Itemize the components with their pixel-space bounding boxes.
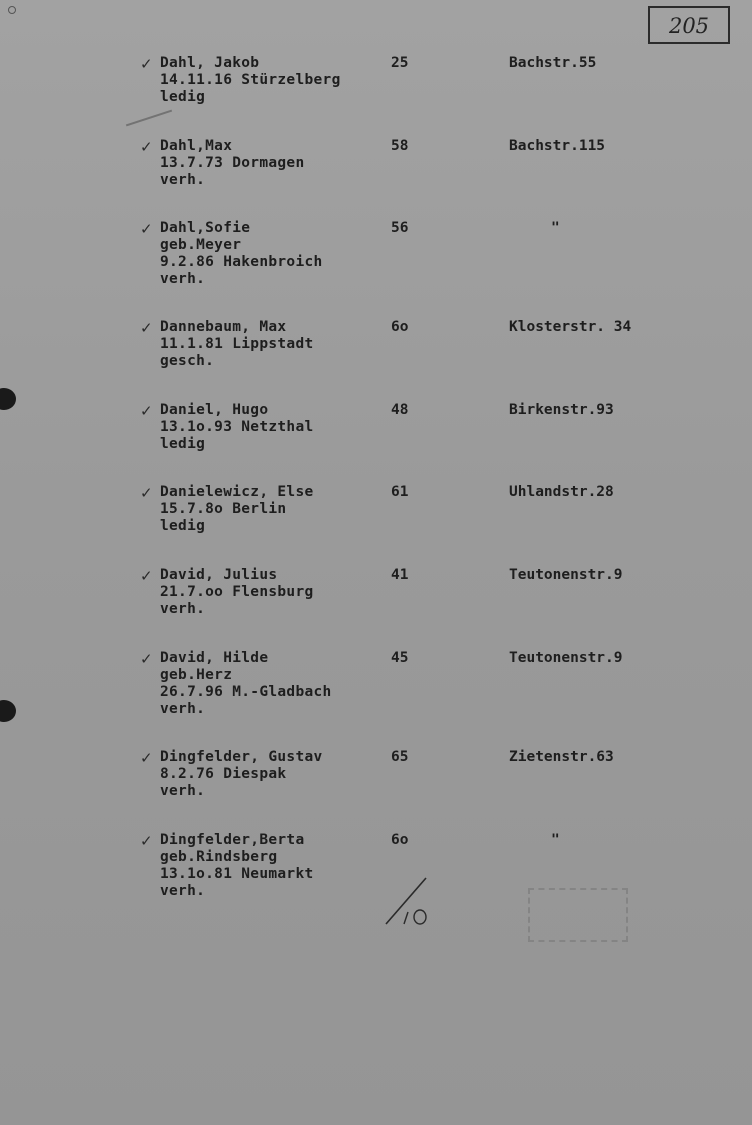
person-address: Teutonenstr.9: [509, 567, 623, 583]
person-details: [160, 650, 332, 718]
person-name: Dingfelder, Gustav: [160, 749, 323, 765]
person-age: 61: [391, 484, 409, 500]
person-line-2: 14.11.16 Stürzelberg: [160, 72, 341, 88]
check-mark-icon: ✓: [140, 138, 153, 156]
person-details: [160, 749, 323, 800]
person-name: Dannebaum, Max: [160, 319, 287, 335]
check-mark-icon: ✓: [140, 55, 153, 73]
person-name: Dingfelder,Berta: [160, 832, 305, 848]
person-line-3: verh.: [160, 172, 206, 188]
person-age: 48: [391, 402, 409, 418]
person-line-3: ledig: [160, 89, 206, 105]
check-mark-icon: ✓: [140, 832, 153, 850]
person-age: 56: [391, 220, 409, 236]
check-mark-icon: ✓: [140, 220, 153, 238]
person-age: 6o: [391, 319, 409, 335]
person-line-2: geb.Herz: [160, 667, 233, 683]
person-address: Birkenstr.93: [509, 402, 614, 418]
person-address: Zietenstr.63: [509, 749, 614, 765]
bleed-through-text: [410, 20, 478, 48]
check-mark-icon: ✓: [140, 567, 153, 585]
person-age: 25: [391, 55, 409, 71]
page-number-box: 205: [648, 6, 730, 44]
bleed-through-text: [420, 560, 488, 588]
person-address: Uhlandstr.28: [509, 484, 614, 500]
check-mark-icon: ✓: [140, 749, 153, 767]
person-line-4: verh.: [160, 271, 206, 287]
person-address: Teutonenstr.9: [509, 650, 623, 666]
corner-mark: [8, 6, 16, 14]
person-line-3: 9.2.86 Hakenbroich: [160, 254, 323, 270]
check-mark-icon: ✓: [140, 484, 153, 502]
faded-stamp: [528, 888, 628, 942]
person-line-2: 21.7.oo Flensburg: [160, 584, 314, 600]
person-line-2: 8.2.76 Diespak: [160, 766, 287, 782]
check-mark-icon: ✓: [140, 319, 153, 337]
person-details: [160, 220, 323, 288]
person-line-2: 13.1o.93 Netzthal: [160, 419, 314, 435]
person-details: [160, 319, 314, 370]
person-name: Dahl,Sofie: [160, 220, 251, 236]
person-line-4: verh.: [160, 701, 206, 717]
person-line-3: ledig: [160, 436, 206, 452]
person-details: [160, 484, 314, 535]
person-line-4: verh.: [160, 883, 206, 899]
person-line-2: geb.Meyer: [160, 237, 242, 253]
person-line-2: 13.7.73 Dormagen: [160, 155, 305, 171]
person-age: 58: [391, 138, 409, 154]
person-address: Bachstr.55: [509, 55, 597, 71]
person-details: [160, 402, 314, 453]
person-line-2: 15.7.8o Berlin: [160, 501, 287, 517]
person-line-3: 13.1o.81 Neumarkt: [160, 866, 314, 882]
person-address: Bachstr.115: [509, 138, 606, 154]
person-details: [160, 832, 314, 900]
bleed-through-text: [270, 620, 321, 643]
person-line-3: ledig: [160, 518, 206, 534]
person-line-2: geb.Rindsberg: [160, 849, 278, 865]
person-address: ": [551, 220, 560, 236]
check-mark-icon: ✓: [140, 402, 153, 420]
person-name: Dahl, Jakob: [160, 55, 260, 71]
pencil-mark: [126, 110, 172, 127]
person-name: David, Julius: [160, 567, 278, 583]
person-age: 41: [391, 567, 409, 583]
person-age: 45: [391, 650, 409, 666]
person-age: 6o: [391, 832, 409, 848]
person-name: Dahl,Max: [160, 138, 233, 154]
person-name: Daniel, Hugo: [160, 402, 269, 418]
person-line-3: gesch.: [160, 353, 215, 369]
person-name: Danielewicz, Else: [160, 484, 314, 500]
person-address: ": [551, 832, 560, 848]
punch-hole: [0, 700, 16, 722]
person-age: 65: [391, 749, 409, 765]
handwritten-signature: [380, 872, 440, 932]
person-line-3: 26.7.96 M.-Gladbach: [160, 684, 332, 700]
person-line-3: verh.: [160, 601, 206, 617]
person-name: David, Hilde: [160, 650, 269, 666]
punch-hole: [0, 388, 16, 410]
person-address: Klosterstr. 34: [509, 319, 632, 335]
person-line-2: 11.1.81 Lippstadt: [160, 336, 314, 352]
person-line-3: verh.: [160, 783, 206, 799]
check-mark-icon: ✓: [140, 650, 153, 668]
person-details: [160, 138, 304, 189]
person-details: [160, 55, 341, 106]
person-details: [160, 567, 314, 618]
